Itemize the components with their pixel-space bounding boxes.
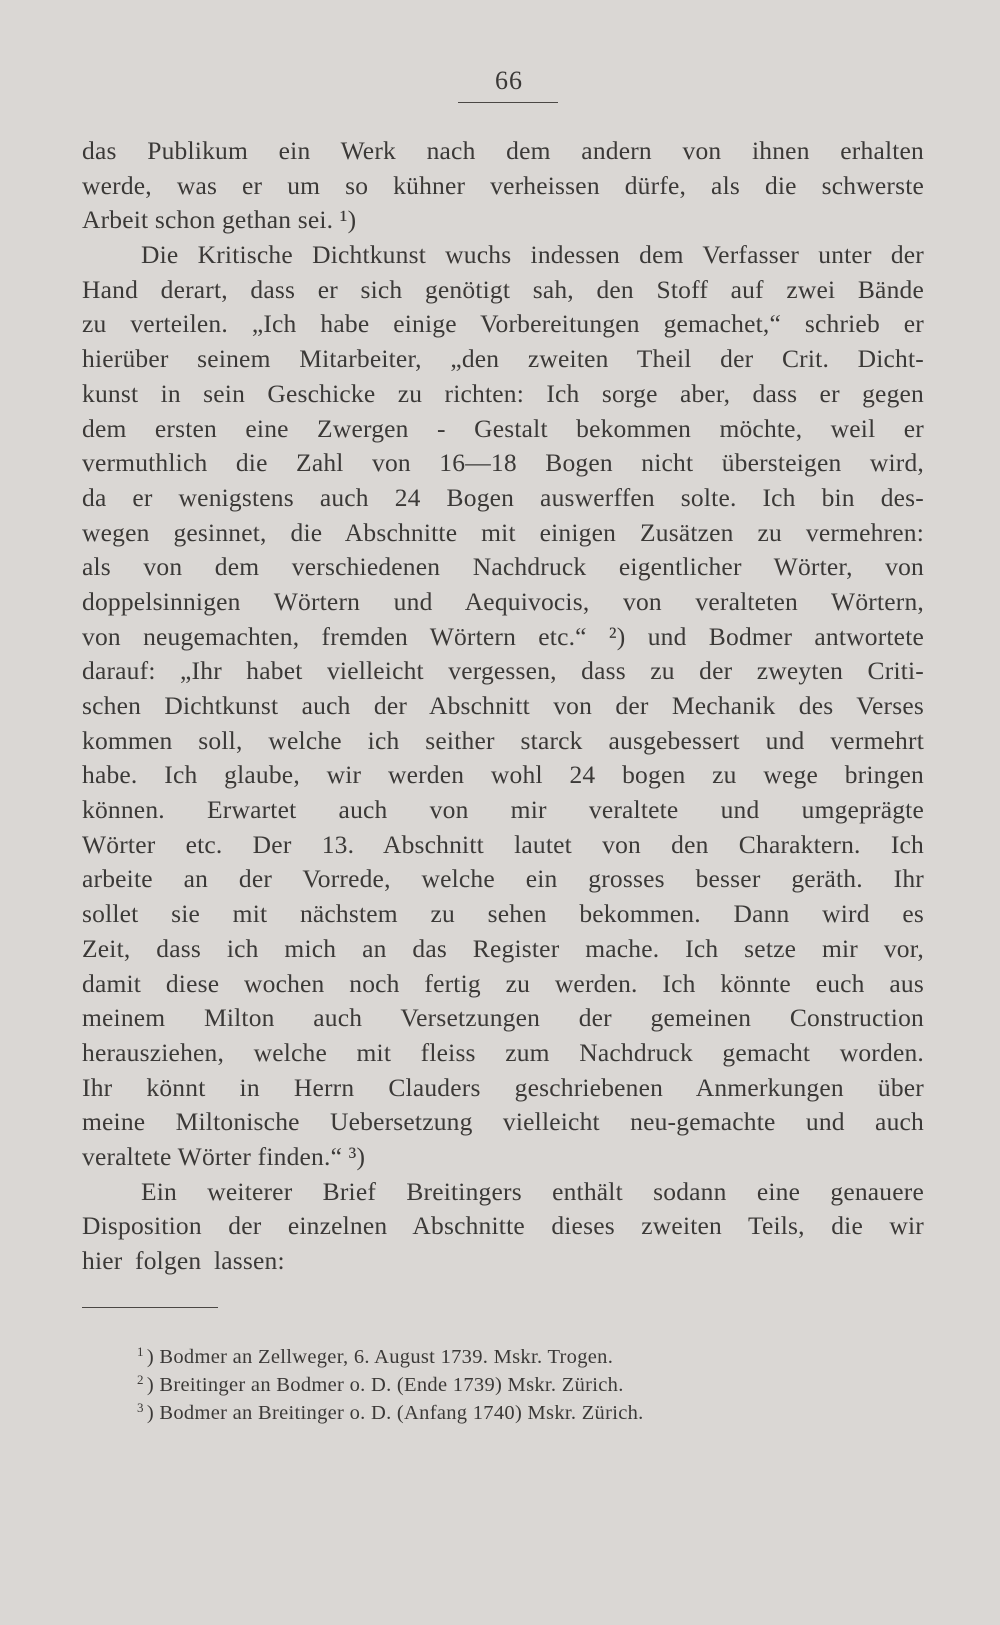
text-line: dem ersten eine Zwergen - Gestalt bekommen möchte, weil er	[82, 413, 924, 443]
text-line: habe. Ich glaube, wir werden wohl 24 bogen zu wege bringen	[82, 760, 924, 790]
text-line: kommen soll, welche ich seither starck ausgebessert und vermehrt	[82, 725, 924, 755]
text-line: kunst in sein Geschicke zu richten: Ich sorge aber, dass er gegen	[82, 378, 924, 408]
footnote	[137, 1366, 777, 1394]
footnote-mark-paren: )	[146, 1374, 154, 1396]
footnote-text: Bodmer an Zellweger, 6. August 1739. Mskr. Trogen.	[159, 1346, 614, 1368]
footnotes	[137, 1338, 777, 1422]
text-line: das Publikum ein Werk nach dem andern von ihnen erhalten	[82, 136, 924, 165]
text-line: Wörter etc. Der 13. Abschnitt lautet von den Charaktern. Ich	[82, 829, 924, 859]
text-line: hierüber seinem Mitarbeiter, „den zweiten Theil der Crit. Dicht-	[82, 344, 924, 374]
text-line: können. Erwartet auch von mir veraltete und umgeprägte	[82, 795, 924, 825]
text-line: herausziehen, welche mit fleiss zum Nachdruck gemacht worden.	[82, 1037, 924, 1067]
text-line: Disposition der einzelnen Abschnitte dieses zweiten Teils, die wir	[82, 1211, 924, 1241]
footnote	[137, 1394, 777, 1422]
footnote-rule	[82, 1307, 218, 1308]
text-line: arbeite an der Vorrede, welche ein grosses besser geräth. Ihr	[82, 864, 924, 894]
text-line: darauf: „Ihr habet vielleicht vergessen, dass zu der zweyten Criti-	[82, 656, 924, 686]
text-line: da er wenigstens auch 24 Bogen auswerffen solte. Ich bin des-	[82, 482, 924, 512]
text-line: damit diese wochen noch fertig zu werden. Ich könnte euch aus	[82, 968, 924, 998]
text-line: doppelsinnigen Wörtern und Aequivocis, von veralteten Wörtern,	[82, 586, 924, 616]
footnote-text: Bodmer an Breitinger o. D. (Anfang 1740) Mskr. Zürich.	[159, 1402, 644, 1424]
text-line: zu verteilen. „Ich habe einige Vorbereitungen gemachet,“ schrieb er	[82, 309, 924, 339]
footnote	[137, 1338, 777, 1366]
text-line: veraltete Wörter finden.“ ³)	[82, 1141, 366, 1171]
footnote-text: Breitinger an Bodmer o. D. (Ende 1739) Mskr. Zürich.	[159, 1374, 624, 1396]
text-line: Zeit, dass ich mich an das Register mache. Ich setze mir vor,	[82, 933, 924, 963]
text-line: vermuthlich die Zahl von 16—18 Bogen nicht übersteigen wird,	[82, 448, 924, 478]
text-line: schen Dichtkunst auch der Abschnitt von der Mechanik des Verses	[82, 691, 924, 720]
text-line: hier folgen lassen:	[82, 1246, 285, 1275]
text-line: Hand derart, dass er sich genötigt sah, den Stoff auf zwei Bände	[82, 274, 924, 304]
footnote-mark: 3	[137, 1400, 144, 1415]
text-line: Ihr könnt in Herrn Clauders geschriebenen Anmerkungen über	[82, 1072, 924, 1102]
page-number-rule	[458, 102, 558, 103]
footnote-mark-paren: )	[146, 1402, 154, 1424]
text-line: als von dem verschiedenen Nachdruck eigentlicher Wörter, von	[82, 552, 924, 582]
text-line: Ein weiterer Brief Breitingers enthält sodann eine genauere	[141, 1176, 924, 1206]
text-line: Arbeit schon gethan sei. ¹)	[82, 205, 357, 235]
body-text	[82, 134, 924, 1279]
text-line: von neugemachten, fremden Wörtern etc.“ ²) und Bodmer antwortete	[82, 621, 924, 651]
text-line: Die Kritische Dichtkunst wuchs indessen dem Verfasser unter der	[141, 240, 924, 270]
text-line: meinem Milton auch Versetzungen der gemeinen Construction	[82, 1003, 924, 1033]
text-line: sollet sie mit nächstem zu sehen bekommen. Dann wird es	[82, 899, 924, 929]
text-line: werde, was er um so kühner verheissen dürfe, als die schwerste	[82, 170, 924, 200]
text-line: meine Miltonische Uebersetzung vielleicht neu-gemachte und auch	[82, 1107, 924, 1137]
page-number: 66	[495, 66, 523, 95]
footnote-mark: 2	[137, 1372, 144, 1387]
footnote-mark-paren: )	[146, 1346, 154, 1368]
text-line: wegen gesinnet, die Abschnitte mit einigen Zusätzen zu vermehren:	[82, 517, 924, 547]
footnote-mark: 1	[137, 1344, 144, 1359]
